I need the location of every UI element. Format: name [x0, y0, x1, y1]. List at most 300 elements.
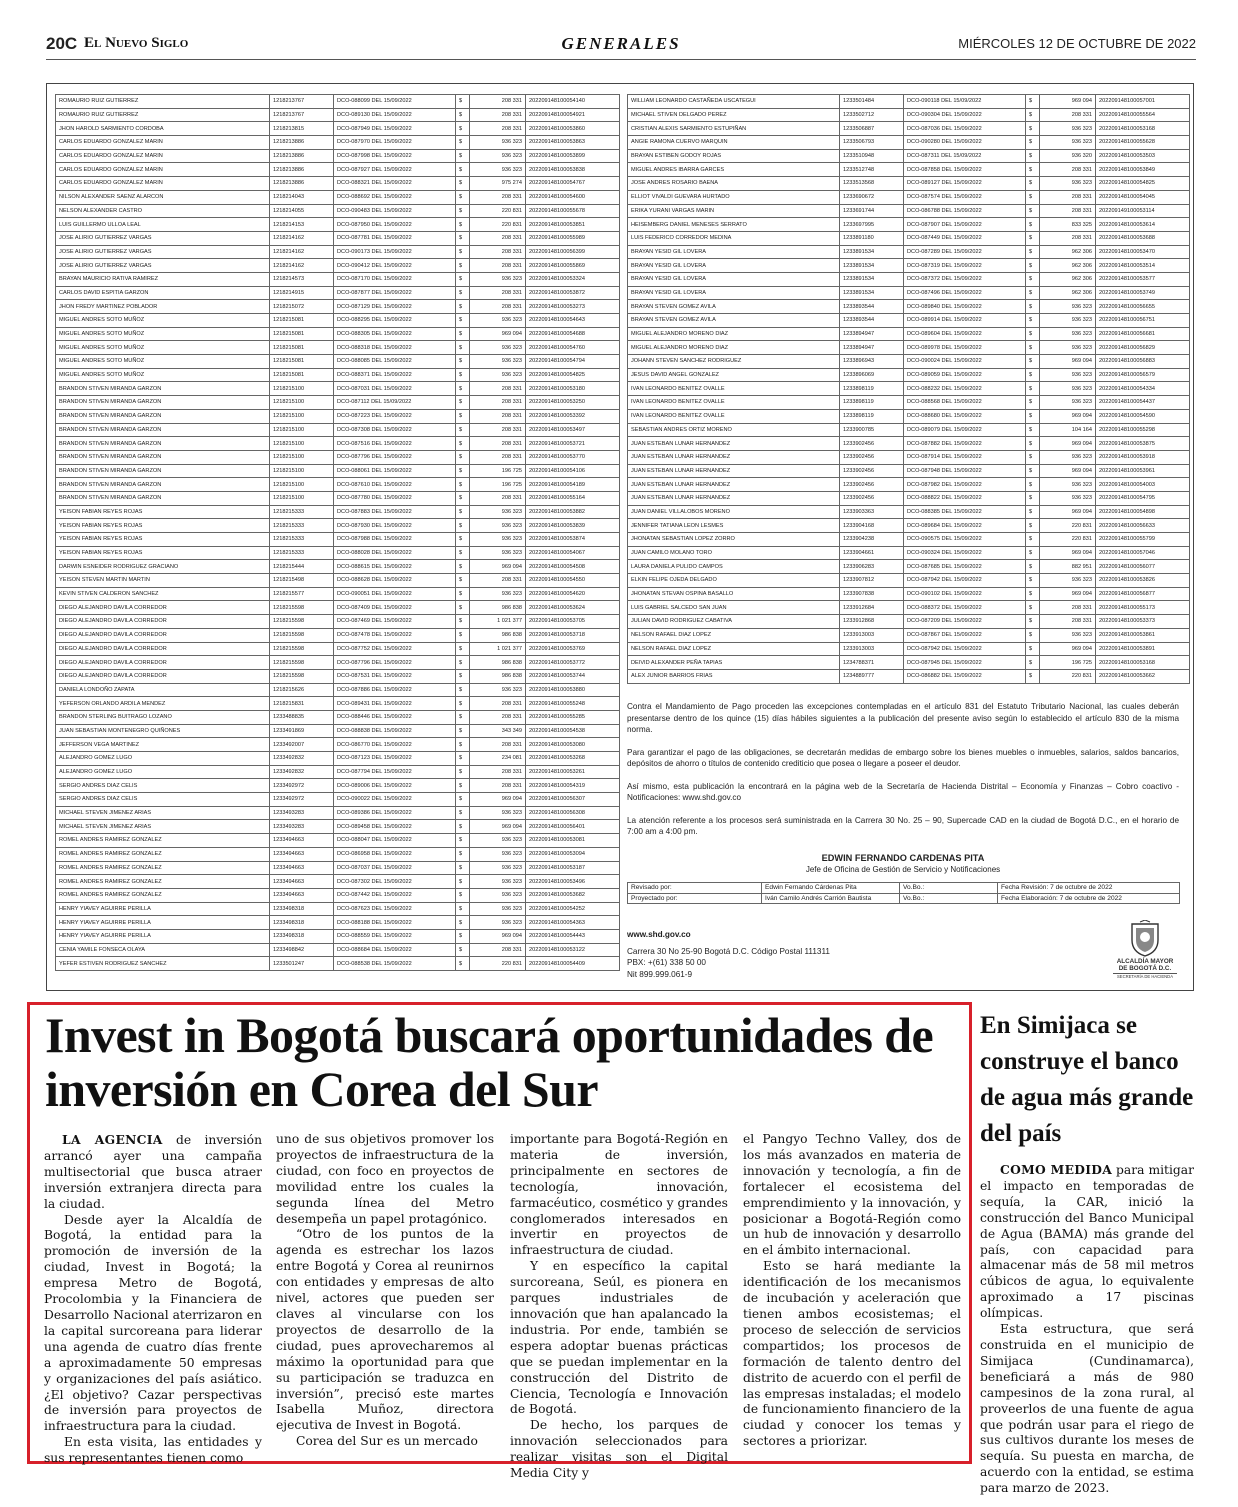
table-row: [56, 888, 620, 902]
table-cell: 1233498318: [270, 929, 334, 943]
article-paragraph: De hecho, los parques de innovación seleccionados para realizar visitas son el Digital Media City y: [510, 1418, 728, 1481]
table-cell: 1233903363: [840, 505, 904, 519]
table-cell: SEBASTIAN ANDRES ORTIZ MORENO: [628, 423, 840, 437]
table-cell: DCO-087223 DEL 15/09/2022: [334, 409, 456, 423]
table-cell: $: [456, 355, 470, 369]
table-cell: 936 323: [470, 272, 526, 286]
table-cell: 969 094: [470, 560, 526, 574]
table-cell: 202209148100053624: [526, 601, 620, 615]
table-cell: 1218214915: [270, 286, 334, 300]
table-cell: JUAN ESTEBAN LUNAR HERNANDEZ: [628, 437, 840, 451]
table-cell: 208 331: [1040, 163, 1096, 177]
table-cell: 969 094: [1040, 505, 1096, 519]
table-cell: 202209148100054045: [1096, 190, 1190, 204]
table-cell: ELKIN FELIPE OJEDA DELGADO: [628, 574, 840, 588]
table-cell: 936 323: [1040, 382, 1096, 396]
table-cell: JUAN ESTEBAN LUNAR HERNANDEZ: [628, 464, 840, 478]
table-cell: 1218215081: [270, 341, 334, 355]
table-cell: $: [1026, 108, 1040, 122]
table-cell: DCO-088615 DEL 15/09/2022: [334, 560, 456, 574]
table-cell: 1218215081: [270, 327, 334, 341]
table-cell: DCO-090051 DEL 15/09/2022: [334, 587, 456, 601]
table-cell: ERIKA YURANI VARGAS MARIN: [628, 204, 840, 218]
table-row: [56, 286, 620, 300]
table-cell: 1233690672: [840, 190, 904, 204]
table-cell: YEFERSON ORLANDO ARDILA MENDEZ: [56, 697, 270, 711]
table-cell: 208 331: [470, 423, 526, 437]
table-cell: 202209148100055164: [526, 491, 620, 505]
table-cell: 1233494663: [270, 861, 334, 875]
table-cell: 969 094: [1040, 587, 1096, 601]
table-cell: $: [1026, 314, 1040, 328]
table-cell: $: [456, 149, 470, 163]
table-cell: $: [456, 272, 470, 286]
table-cell: $: [1026, 382, 1040, 396]
table-cell: 1233906283: [840, 560, 904, 574]
table-cell: MIGUEL ANDRES SOTO MUÑOZ: [56, 355, 270, 369]
table-cell: 1233902456: [840, 464, 904, 478]
table-cell: 936 323: [470, 587, 526, 601]
table-cell: 1233894947: [840, 341, 904, 355]
table-cell: 1234788371: [840, 656, 904, 670]
table-cell: BRANDON STIVEN MIRANDA GARZON: [56, 478, 270, 492]
table-cell: $: [456, 300, 470, 314]
table-cell: 1233904168: [840, 519, 904, 533]
table-cell: 936 323: [470, 683, 526, 697]
table-cell: JOSE ALIRIO GUTIERREZ VARGAS: [56, 231, 270, 245]
table-row: [628, 108, 1190, 122]
table-cell: JESUS DAVID ANGEL GONZALEZ: [628, 368, 840, 382]
table-cell: 1218215100: [270, 382, 334, 396]
table-cell: 1218215100: [270, 478, 334, 492]
table-cell: $: [1026, 286, 1040, 300]
table-cell: $: [456, 710, 470, 724]
table-cell: BRANDON STIVEN MIRANDA GARZON: [56, 409, 270, 423]
table-cell: 208 331: [470, 697, 526, 711]
table-cell: 208 331: [470, 574, 526, 588]
table-cell: 936 323: [470, 834, 526, 848]
table-cell: 1233506793: [840, 136, 904, 150]
table-cell: 1233913003: [840, 642, 904, 656]
table-cell: JUAN SEBASTIAN MONTENEGRO QUIÑONES: [56, 724, 270, 738]
table-cell: BRAYAN STEVEN GOMEZ AVILA: [628, 300, 840, 314]
table-row: [56, 533, 620, 547]
table-cell: 1233902456: [840, 478, 904, 492]
table-cell: 936 323: [470, 546, 526, 560]
table-cell: DCO-087311 DEL 15/09/2022: [904, 149, 1026, 163]
table-cell: 936 323: [1040, 327, 1096, 341]
table-row: [628, 314, 1190, 328]
table-cell: JUAN DANIEL VILLALOBOS MORENO: [628, 505, 840, 519]
table-cell: DCO-088559 DEL 15/09/2022: [334, 929, 456, 943]
table-cell: 1233902456: [840, 491, 904, 505]
table-row: [56, 752, 620, 766]
notice-text: [627, 701, 1179, 849]
table-cell: 208 331: [470, 765, 526, 779]
table-cell: LAURA DANIELA PULIDO CAMPOS: [628, 560, 840, 574]
table-cell: 202209148100053770: [526, 450, 620, 464]
table-cell: DCO-087907 DEL 15/09/2022: [904, 218, 1026, 232]
article-paragraph: Esta estructura, que será construida en el municipio de Simijaca (Cundinamarca), beneficiará a más de 980 campesinos de la zona rural, al proveerlos de una fuente de agua que podrán usar para el riego de sus cultivos durante los meses de sequía. Su puesta en marcha, de acuerdo con la entidad, se estima para marzo de 2023.: [980, 1322, 1194, 1496]
signer-name: EDWIN FERNANDO CARDENAS PITA: [821, 853, 985, 863]
table-cell: 1218213815: [270, 122, 334, 136]
table-cell: 986 838: [470, 628, 526, 642]
table-cell: $: [1026, 300, 1040, 314]
table-cell: 936 323: [470, 916, 526, 930]
table-cell: DCO-087927 DEL 15/09/2022: [334, 163, 456, 177]
table-cell: 220 831: [470, 204, 526, 218]
table-cell: 1233492972: [270, 793, 334, 807]
side-article-headline: En Simijaca se construye el banco de agua más grande del país: [980, 1012, 1194, 1147]
table-cell: 202209148100056655: [1096, 300, 1190, 314]
table-cell: 1233902456: [840, 450, 904, 464]
table-row: [628, 505, 1190, 519]
table-cell: 1218215081: [270, 314, 334, 328]
table-cell: YEISON FABIAN REYES ROJAS: [56, 533, 270, 547]
table-row: [628, 382, 1190, 396]
table-cell: 1233491869: [270, 724, 334, 738]
signature-block: [627, 853, 1179, 874]
table-cell: 1233494663: [270, 888, 334, 902]
table-cell: $: [1026, 190, 1040, 204]
table-cell: 882 951: [1040, 560, 1096, 574]
table-cell: DCO-088680 DEL 15/09/2022: [904, 409, 1026, 423]
table-cell: ANGIE RAMONA CUERVO MARQUIN: [628, 136, 840, 150]
table-cell: MIGUEL ALEJANDRO MORENO DIAZ: [628, 327, 840, 341]
table-row: [56, 272, 620, 286]
table-cell: DCO-088684 DEL 15/09/2022: [334, 943, 456, 957]
review-cell: Revisado por:: [628, 883, 762, 894]
table-cell: DCO-088305 DEL 15/09/2022: [334, 327, 456, 341]
table-cell: 202209148100056877: [1096, 587, 1190, 601]
table-cell: DCO-088318 DEL 15/09/2022: [334, 341, 456, 355]
table-cell: DCO-087930 DEL 15/09/2022: [334, 519, 456, 533]
table-cell: 1218215100: [270, 409, 334, 423]
table-row: [628, 259, 1190, 273]
table-cell: 202209148100053880: [526, 683, 620, 697]
table-cell: 202209148100053688: [1096, 231, 1190, 245]
table-cell: $: [1026, 272, 1040, 286]
table-cell: $: [456, 752, 470, 766]
table-row: [56, 601, 620, 615]
table-cell: DCO-089458 DEL 15/09/2022: [334, 820, 456, 834]
table-cell: $: [456, 382, 470, 396]
table-row: [628, 533, 1190, 547]
table-row: [56, 615, 620, 629]
table-cell: DCO-090304 DEL 15/09/2022: [904, 108, 1026, 122]
table-cell: $: [456, 245, 470, 259]
table-cell: 202209148100053168: [1096, 122, 1190, 136]
table-cell: DCO-088446 DEL 15/09/2022: [334, 710, 456, 724]
table-cell: 936 323: [470, 847, 526, 861]
table-cell: $: [456, 533, 470, 547]
table-cell: DCO-087781 DEL 15/09/2022: [334, 231, 456, 245]
table-cell: 208 331: [470, 259, 526, 273]
table-cell: MIGUEL ANDRES SOTO MUÑOZ: [56, 368, 270, 382]
table-cell: 936 323: [470, 505, 526, 519]
table-row: [56, 916, 620, 930]
table-cell: 202209148100054767: [526, 177, 620, 191]
table-cell: $: [456, 546, 470, 560]
table-cell: 202209148100053373: [1096, 615, 1190, 629]
table-cell: JOSE ALIRIO GUTIERREZ VARGAS: [56, 245, 270, 259]
table-cell: 202209148100054600: [526, 190, 620, 204]
table-row: [56, 834, 620, 848]
table-row: [628, 218, 1190, 232]
table-row: [628, 642, 1190, 656]
table-cell: 1233891534: [840, 259, 904, 273]
table-cell: 202209148100055285: [526, 710, 620, 724]
table-cell: $: [456, 628, 470, 642]
table-cell: 1218214055: [270, 204, 334, 218]
table-cell: IVAN LEONARDO BENITEZ OVALLE: [628, 396, 840, 410]
table-cell: 202209148100053705: [526, 615, 620, 629]
table-cell: DCO-087531 DEL 15/09/2022: [334, 669, 456, 683]
table-row: [56, 218, 620, 232]
table-cell: JOHANN STEVEN SANCHEZ RODRIGUEZ: [628, 355, 840, 369]
table-cell: YEISON FABIAN REYES ROJAS: [56, 546, 270, 560]
table-cell: DCO-088628 DEL 15/09/2022: [334, 574, 456, 588]
table-cell: DCO-087794 DEL 15/09/2022: [334, 765, 456, 779]
table-cell: 1233510948: [840, 149, 904, 163]
table-cell: $: [456, 491, 470, 505]
table-cell: $: [456, 587, 470, 601]
table-cell: 202209148100055869: [526, 259, 620, 273]
table-cell: $: [456, 902, 470, 916]
table-cell: 208 331: [470, 491, 526, 505]
table-cell: DCO-087409 DEL 15/09/2022: [334, 601, 456, 615]
table-cell: 202209148100054437: [1096, 396, 1190, 410]
table-cell: 1233893544: [840, 300, 904, 314]
table-cell: DCO-087685 DEL 15/09/2022: [904, 560, 1026, 574]
table-cell: $: [1026, 601, 1040, 615]
legal-notice: [46, 83, 1194, 991]
table-cell: 969 094: [1040, 642, 1096, 656]
table-cell: $: [456, 409, 470, 423]
table-cell: 202209148100053874: [526, 533, 620, 547]
table-row: [628, 546, 1190, 560]
issue-date: MIÉRCOLES 12 DE OCTUBRE DE 2022: [958, 36, 1196, 51]
table-cell: JUAN ESTEBAN LUNAR HERNANDEZ: [628, 491, 840, 505]
table-cell: 1218214162: [270, 259, 334, 273]
table-row: [56, 149, 620, 163]
table-cell: $: [1026, 136, 1040, 150]
table-cell: DCO-088085 DEL 15/09/2022: [334, 355, 456, 369]
table-cell: 1218215598: [270, 656, 334, 670]
table-cell: DCO-088047 DEL 15/09/2022: [334, 834, 456, 848]
table-cell: DCO-090280 DEL 15/09/2022: [904, 136, 1026, 150]
table-cell: $: [456, 177, 470, 191]
table-cell: 936 323: [1040, 368, 1096, 382]
article-paragraph: Corea del Sur es un mercado: [296, 1434, 478, 1449]
table-cell: $: [456, 204, 470, 218]
table-cell: 202209148100054590: [1096, 409, 1190, 423]
table-cell: 202209148100054688: [526, 327, 620, 341]
table-row: [56, 779, 620, 793]
notice-paragraph: Así mismo, esta publicación la encontrará en la página web de la Secretaría de Hacienda Distrital – Economía y Finanzas – Cobro coactivo - Notificaciones: www.shd.gov.co: [627, 781, 1179, 802]
table-cell: 1233492972: [270, 779, 334, 793]
table-cell: BRANDON STIVEN MIRANDA GARZON: [56, 382, 270, 396]
table-row: [56, 108, 620, 122]
table-cell: 202209148100054363: [526, 916, 620, 930]
table-cell: 202209148100054795: [1096, 491, 1190, 505]
table-cell: 936 323: [470, 806, 526, 820]
table-cell: ROMEL ANDRES RAMIREZ GONZALEZ: [56, 847, 270, 861]
table-cell: $: [1026, 259, 1040, 273]
table-cell: $: [456, 190, 470, 204]
table-cell: $: [456, 231, 470, 245]
table-cell: JENNIFER TATIANA LEON LESMES: [628, 519, 840, 533]
table-row: [56, 929, 620, 943]
table-cell: 202209148100053577: [1096, 272, 1190, 286]
table-cell: DCO-087469 DEL 15/09/2022: [334, 615, 456, 629]
table-cell: 1218215081: [270, 368, 334, 382]
table-cell: 202209148100055298: [1096, 423, 1190, 437]
table-cell: $: [1026, 245, 1040, 259]
table-cell: 202209148100056883: [1096, 355, 1190, 369]
table-cell: $: [1026, 368, 1040, 382]
table-cell: DCO-089978 DEL 15/09/2022: [904, 341, 1026, 355]
table-cell: LUIS GABRIEL SALCEDO SAN JUAN: [628, 601, 840, 615]
table-cell: CARLOS EDUARDO GONZALEZ MARIN: [56, 149, 270, 163]
table-row: [56, 505, 620, 519]
table-row: [628, 136, 1190, 150]
table-cell: 202209148100053094: [526, 847, 620, 861]
table-cell: $: [456, 341, 470, 355]
table-cell: $: [1026, 505, 1040, 519]
table-cell: $: [456, 861, 470, 875]
table-cell: 1218215333: [270, 546, 334, 560]
table-cell: 936 323: [470, 355, 526, 369]
notice-paragraph: Contra el Mandamiento de Pago proceden las excepciones contempladas en el artículo 831 del Estatuto Tributario Nacional, las cuales deberán presentarse dentro de los quince (15) días hábiles siguientes a la publicación del presente aviso según lo establecido el artículo 830 de la misma norma.: [627, 702, 1179, 734]
table-cell: DCO-087516 DEL 15/09/2022: [334, 437, 456, 451]
table-cell: ROMEL ANDRES RAMIREZ GONZALEZ: [56, 875, 270, 889]
table-cell: 936 323: [1040, 396, 1096, 410]
table-row: [56, 478, 620, 492]
table-cell: 936 323: [1040, 341, 1096, 355]
table-cell: DCO-087112 DEL 15/09/2022: [334, 396, 456, 410]
table-cell: 202209148100053721: [526, 437, 620, 451]
table-cell: DCO-090173 DEL 15/09/2022: [334, 245, 456, 259]
table-cell: 936 323: [1040, 628, 1096, 642]
table-cell: 969 094: [470, 820, 526, 834]
table-row: [56, 327, 620, 341]
table-cell: DCO-087867 DEL 15/09/2022: [904, 628, 1026, 642]
table-cell: $: [1026, 450, 1040, 464]
table-cell: DCO-087970 DEL 15/09/2022: [334, 136, 456, 150]
website-link[interactable]: www.shd.gov.co: [627, 930, 691, 939]
table-cell: 208 331: [1040, 601, 1096, 615]
table-cell: 936 323: [1040, 122, 1096, 136]
table-cell: $: [1026, 341, 1040, 355]
table-cell: 208 331: [470, 450, 526, 464]
table-cell: MICHAEL STEVEN JIMENEZ ARIAS: [56, 806, 270, 820]
table-cell: 986 838: [470, 656, 526, 670]
table-cell: 202209148100055628: [1096, 136, 1190, 150]
table-cell: 202209148100056633: [1096, 519, 1190, 533]
table-cell: 936 323: [470, 341, 526, 355]
table-cell: DCO-087574 DEL 15/09/2022: [904, 190, 1026, 204]
table-cell: $: [456, 957, 470, 971]
table-cell: 1233891534: [840, 286, 904, 300]
table-cell: 202209149100053114: [1096, 204, 1190, 218]
table-cell: 202209148100053849: [1096, 163, 1190, 177]
table-row: [628, 204, 1190, 218]
table-cell: DCO-087170 DEL 15/09/2022: [334, 272, 456, 286]
table-cell: ROMAURIO RUIZ GUTIERREZ: [56, 108, 270, 122]
table-cell: 202209148100053826: [1096, 574, 1190, 588]
table-cell: 1218213886: [270, 177, 334, 191]
article-column-2: [276, 1132, 494, 1450]
table-cell: $: [456, 314, 470, 328]
table-cell: 936 323: [470, 163, 526, 177]
table-row: [628, 478, 1190, 492]
table-row: [56, 245, 620, 259]
table-cell: 196 725: [470, 464, 526, 478]
debtors-table-right: [627, 94, 1190, 684]
table-cell: 202209148100054140: [526, 95, 620, 109]
table-cell: 1233894947: [840, 327, 904, 341]
table-cell: 1218215100: [270, 464, 334, 478]
table-cell: $: [1026, 656, 1040, 670]
table-cell: DCO-088188 DEL 15/09/2022: [334, 916, 456, 930]
table-cell: ALEJANDRO GOMEZ LUGO: [56, 752, 270, 766]
table-row: [56, 519, 620, 533]
table-cell: DIEGO ALEJANDRO DAVILA CORREDOR: [56, 642, 270, 656]
table-cell: DANIELA LONDOÑO ZAPATA: [56, 683, 270, 697]
table-cell: 1233904661: [840, 546, 904, 560]
table-cell: 208 331: [470, 190, 526, 204]
table-cell: DCO-089684 DEL 15/09/2022: [904, 519, 1026, 533]
review-row: [628, 893, 1180, 904]
table-cell: 1218214162: [270, 245, 334, 259]
table-cell: 1218215444: [270, 560, 334, 574]
table-cell: 1218215831: [270, 697, 334, 711]
table-cell: 1233492832: [270, 752, 334, 766]
table-cell: 202209148100053122: [526, 943, 620, 957]
table-cell: DCO-090022 DEL 15/09/2022: [334, 793, 456, 807]
table-cell: MIGUEL ANDRES SOTO MUÑOZ: [56, 314, 270, 328]
table-cell: JUAN ESTEBAN LUNAR HERNANDEZ: [628, 478, 840, 492]
table-cell: 202209148100054252: [526, 902, 620, 916]
table-row: [56, 450, 620, 464]
table-cell: $: [1026, 163, 1040, 177]
table-row: [56, 902, 620, 916]
table-cell: 208 331: [470, 95, 526, 109]
table-cell: DCO-087942 DEL 15/09/2022: [904, 574, 1026, 588]
table-cell: DCO-087623 DEL 15/09/2022: [334, 902, 456, 916]
table-cell: DCO-086882 DEL 15/09/2022: [904, 669, 1026, 683]
table-cell: JHONATAN STEVAN OSPINA BASALLO: [628, 587, 840, 601]
table-cell: 220 831: [1040, 533, 1096, 547]
table-cell: 1233697995: [840, 218, 904, 232]
table-cell: DCO-087289 DEL 15/09/2022: [904, 245, 1026, 259]
table-cell: 202209148100056681: [1096, 327, 1190, 341]
table-row: [628, 437, 1190, 451]
table-cell: DCO-087752 DEL 15/09/2022: [334, 642, 456, 656]
table-cell: 1233898119: [840, 396, 904, 410]
table-cell: YEISON FABIAN REYES ROJAS: [56, 519, 270, 533]
table-row: [628, 286, 1190, 300]
table-cell: 202209148100054643: [526, 314, 620, 328]
table-row: [56, 683, 620, 697]
table-cell: 202209148100054760: [526, 341, 620, 355]
table-cell: 1233501247: [270, 957, 334, 971]
table-row: [56, 163, 620, 177]
address-text: Carrera 30 No 25-90 Bogotá D.C. Código Postal 111311: [627, 946, 830, 956]
table-cell: 220 831: [470, 957, 526, 971]
table-cell: 1233494663: [270, 847, 334, 861]
